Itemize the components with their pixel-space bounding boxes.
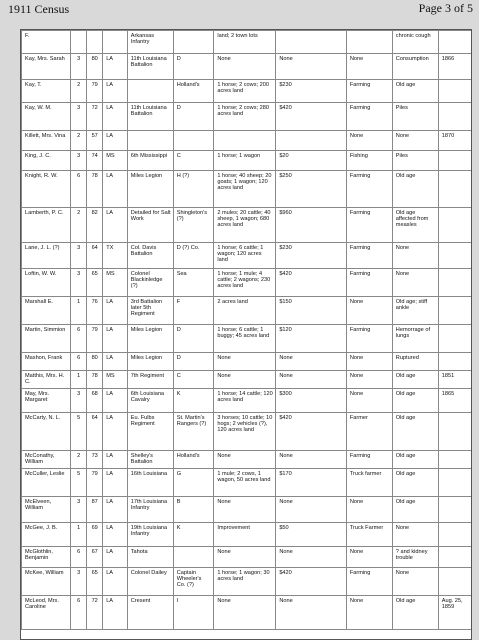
company-cell: C (173, 371, 214, 389)
age-cell: 64 (87, 413, 103, 451)
value-cell: None (276, 54, 347, 80)
occupation-cell: Farming (346, 451, 392, 469)
name-cell: Killett, Mrs. Vina (22, 131, 71, 151)
condition-cell: Old age (392, 469, 438, 497)
date-cell (438, 80, 472, 103)
company-cell: D (173, 103, 214, 131)
children-cell: 1 (71, 371, 87, 389)
name-cell: Lamberth, P. C. (22, 208, 71, 243)
age-cell: 69 (87, 523, 103, 547)
date-cell: 1870 (438, 131, 472, 151)
condition-cell: Old age; stiff ankle (392, 297, 438, 325)
age-cell: 73 (87, 451, 103, 469)
company-cell: K (173, 389, 214, 413)
date-cell (438, 297, 472, 325)
occupation-cell: Farming (346, 568, 392, 596)
property-cell: 1 horse; 1 mule; 4 cattle; 2 wagons; 230 acres land (214, 269, 276, 297)
company-cell: Sea (173, 269, 214, 297)
name-cell: McCarty, N. L. (22, 413, 71, 451)
occupation-cell: None (346, 371, 392, 389)
occupation-cell: None (346, 297, 392, 325)
table-row (22, 497, 473, 523)
name-cell: McGlothlin, Benjamin (22, 547, 71, 568)
table-row (22, 413, 473, 451)
condition-cell: Old age (392, 371, 438, 389)
children-cell: 6 (71, 353, 87, 371)
condition-cell: None (392, 131, 438, 151)
property-cell: 1 horse; 6 cattle; 1 buggy; 45 acres land (214, 325, 276, 353)
name-cell: Matthis, Mrs. H. C. (22, 371, 71, 389)
table-row (22, 171, 473, 208)
name-cell: Kay, T. (22, 80, 71, 103)
age-cell: 78 (87, 171, 103, 208)
age-cell: 67 (87, 547, 103, 568)
company-cell: St. Martin's Rangers (?) (173, 413, 214, 451)
table-row (22, 547, 473, 568)
value-cell: None (276, 596, 347, 630)
date-cell (438, 31, 472, 54)
table-row (22, 80, 473, 103)
value-cell: $170 (276, 469, 347, 497)
value-cell: $50 (276, 523, 347, 547)
value-cell: $420 (276, 568, 347, 596)
date-cell (438, 568, 472, 596)
value-cell: $20 (276, 151, 347, 171)
occupation-cell: Fishing (346, 151, 392, 171)
table-row (22, 451, 473, 469)
company-cell: B (173, 497, 214, 523)
name-cell: McKee, William (22, 568, 71, 596)
value-cell: $230 (276, 243, 347, 269)
property-cell: None (214, 54, 276, 80)
property-cell: land; 2 town lots (214, 31, 276, 54)
occupation-cell: Farming (346, 208, 392, 243)
condition-cell: None (392, 243, 438, 269)
children-cell: 2 (71, 80, 87, 103)
age-cell: 72 (87, 596, 103, 630)
company-cell: F (173, 297, 214, 325)
children-cell: 1 (71, 297, 87, 325)
children-cell: 2 (71, 451, 87, 469)
state-cell (103, 31, 128, 54)
property-cell: None (214, 497, 276, 523)
children-cell: 3 (71, 103, 87, 131)
company-cell: D (173, 325, 214, 353)
company-cell: H (?) (173, 171, 214, 208)
unit-cell: Colonel Blackinledge (?) (127, 269, 173, 297)
name-cell: Kay, W. M. (22, 103, 71, 131)
occupation-cell: None (346, 547, 392, 568)
age-cell (87, 31, 103, 54)
age-cell: 64 (87, 243, 103, 269)
date-cell (438, 451, 472, 469)
property-cell: 1 horse; 2 cows; 280 acres land (214, 103, 276, 131)
age-cell: 87 (87, 497, 103, 523)
occupation-cell: None (346, 54, 392, 80)
children-cell: 3 (71, 497, 87, 523)
value-cell: $420 (276, 413, 347, 451)
table-row (22, 208, 473, 243)
value-cell: $250 (276, 171, 347, 208)
condition-cell: Piles (392, 103, 438, 131)
condition-cell: Old age (392, 497, 438, 523)
age-cell: 79 (87, 325, 103, 353)
state-cell: LA (103, 131, 128, 151)
children-cell: 2 (71, 131, 87, 151)
unit-cell: 11th Louisiana Battalion (127, 54, 173, 80)
condition-cell: Old age (392, 413, 438, 451)
occupation-cell: None (346, 131, 392, 151)
state-cell: LA (103, 297, 128, 325)
state-cell: MS (103, 269, 128, 297)
name-cell: Marshall E. (22, 297, 71, 325)
condition-cell: Old age (392, 389, 438, 413)
occupation-cell: Farming (346, 171, 392, 208)
table-row (22, 151, 473, 171)
occupation-cell: Farming (346, 243, 392, 269)
age-cell: 72 (87, 103, 103, 131)
date-cell: 1866 (438, 54, 472, 80)
unit-cell: Shelley's Battalion (127, 451, 173, 469)
value-cell: None (276, 451, 347, 469)
occupation-cell: Farming (346, 80, 392, 103)
condition-cell: None (392, 269, 438, 297)
name-cell: Mashon, Frank (22, 353, 71, 371)
table-row (22, 269, 473, 297)
condition-cell: Ruptured (392, 353, 438, 371)
property-cell: None (214, 596, 276, 630)
company-cell: Holland's (173, 451, 214, 469)
name-cell: McElveen, William (22, 497, 71, 523)
children-cell (71, 31, 87, 54)
unit-cell (127, 131, 173, 151)
children-cell: 6 (71, 547, 87, 568)
age-cell: 57 (87, 131, 103, 151)
name-cell: McConathy, William (22, 451, 71, 469)
date-cell (438, 325, 472, 353)
property-cell: 2 acres land (214, 297, 276, 325)
age-cell: 65 (87, 269, 103, 297)
value-cell: $960 (276, 208, 347, 243)
table-row (22, 54, 473, 80)
property-cell: 1 horse; 2 cows; 200 acres land (214, 80, 276, 103)
table-row (22, 243, 473, 269)
date-cell (438, 171, 472, 208)
condition-cell: Old age (392, 171, 438, 208)
value-cell: $420 (276, 269, 347, 297)
company-cell: Captain Wheeler's Co. (?) (173, 568, 214, 596)
table-row (22, 469, 473, 497)
unit-cell: Miles Legion (127, 325, 173, 353)
state-cell: LA (103, 568, 128, 596)
table-row (22, 523, 473, 547)
company-cell: I (173, 596, 214, 630)
company-cell (173, 131, 214, 151)
company-cell (173, 31, 214, 54)
children-cell: 5 (71, 469, 87, 497)
occupation-cell: Farming (346, 325, 392, 353)
census-sheet (20, 29, 472, 640)
condition-cell: ? and kidney trouble (392, 547, 438, 568)
property-cell: 1 horse; 1 wagon (214, 151, 276, 171)
unit-cell: 11th Louisiana Battalion (127, 103, 173, 131)
company-cell: C (173, 151, 214, 171)
state-cell: LA (103, 353, 128, 371)
table-row (22, 353, 473, 371)
occupation-cell: None (346, 596, 392, 630)
children-cell: 2 (71, 208, 87, 243)
state-cell: LA (103, 547, 128, 568)
unit-cell: Arkansas Infantry (127, 31, 173, 54)
name-cell: McLeod, Mrs. Caroline (22, 596, 71, 630)
name-cell: Kay, Mrs. Sarah (22, 54, 71, 80)
age-cell: 65 (87, 568, 103, 596)
unit-cell: Miles Legion (127, 353, 173, 371)
census-title: 1911 Census (8, 2, 70, 16)
property-cell: Improvement (214, 523, 276, 547)
age-cell: 80 (87, 353, 103, 371)
unit-cell: 17th Louisiana Infantry (127, 497, 173, 523)
condition-cell: Old age (392, 80, 438, 103)
name-cell: McGee, J. B. (22, 523, 71, 547)
occupation-cell: Farming (346, 269, 392, 297)
state-cell: LA (103, 596, 128, 630)
date-cell: Aug. 25, 1859 (438, 596, 472, 630)
property-cell: 1 mule; 2 cows, 1 wagon, 50 acres land (214, 469, 276, 497)
children-cell: 3 (71, 54, 87, 80)
children-cell: 3 (71, 151, 87, 171)
condition-cell: chronic cough (392, 31, 438, 54)
property-cell: 1 horse; 6 cattle; 1 wagon; 120 acres land (214, 243, 276, 269)
name-cell: Lane, J. L. (?) (22, 243, 71, 269)
age-cell: 68 (87, 389, 103, 413)
state-cell: TX (103, 243, 128, 269)
table-row (22, 371, 473, 389)
condition-cell: None (392, 523, 438, 547)
occupation-cell: None (346, 497, 392, 523)
table-row (22, 131, 473, 151)
occupation-cell: None (346, 353, 392, 371)
table-row (22, 325, 473, 353)
value-cell (276, 31, 347, 54)
property-cell: 1 horse; 1 wagon; 30 acres land (214, 568, 276, 596)
unit-cell: 3rd Battalion later 5th Regiment (127, 297, 173, 325)
name-cell: Martin, Simmion (22, 325, 71, 353)
value-cell: $150 (276, 297, 347, 325)
condition-cell: Old age (392, 596, 438, 630)
date-cell (438, 547, 472, 568)
age-cell: 79 (87, 469, 103, 497)
value-cell: $230 (276, 80, 347, 103)
value-cell: $120 (276, 325, 347, 353)
age-cell: 79 (87, 80, 103, 103)
occupation-cell: Farming (346, 103, 392, 131)
date-cell: 1865 (438, 389, 472, 413)
table-row (22, 596, 473, 630)
state-cell: LA (103, 451, 128, 469)
occupation-cell: Truck farmer (346, 469, 392, 497)
name-cell: McCuller, Leslie (22, 469, 71, 497)
children-cell: 3 (71, 568, 87, 596)
condition-cell: Consumption (392, 54, 438, 80)
name-cell: King, J. C. (22, 151, 71, 171)
name-cell: Loftin, W. W. (22, 269, 71, 297)
unit-cell: Cresent (127, 596, 173, 630)
state-cell: LA (103, 413, 128, 451)
unit-cell: Eu. Fulbs Regiment (127, 413, 173, 451)
property-cell: 3 horses; 10 cattle; 10 hogs; 2 vehicles (?), 120 acres land (214, 413, 276, 451)
state-cell: LA (103, 103, 128, 131)
unit-cell: Miles Legion (127, 171, 173, 208)
state-cell: LA (103, 171, 128, 208)
table-row (22, 568, 473, 596)
age-cell: 80 (87, 54, 103, 80)
state-cell: LA (103, 80, 128, 103)
state-cell: LA (103, 208, 128, 243)
value-cell: $420 (276, 103, 347, 131)
children-cell: 3 (71, 269, 87, 297)
value-cell: None (276, 497, 347, 523)
unit-cell: 16th Louisiana (127, 469, 173, 497)
state-cell: LA (103, 523, 128, 547)
age-cell: 76 (87, 297, 103, 325)
age-cell: 74 (87, 151, 103, 171)
children-cell: 6 (71, 596, 87, 630)
name-cell: May, Mrs. Margaret (22, 389, 71, 413)
unit-cell: 19th Louisiana Infantry (127, 523, 173, 547)
condition-cell: Hemorrage of lungs (392, 325, 438, 353)
name-cell: Knight, R. W. (22, 171, 71, 208)
children-cell: 3 (71, 243, 87, 269)
property-cell: 1 horse; 40 sheep; 20 goats; 1 wagon; 120 acres land (214, 171, 276, 208)
company-cell: D (173, 353, 214, 371)
value-cell: None (276, 547, 347, 568)
state-cell: LA (103, 54, 128, 80)
children-cell: 3 (71, 389, 87, 413)
state-cell: MS (103, 371, 128, 389)
age-cell: 78 (87, 371, 103, 389)
property-cell (214, 131, 276, 151)
date-cell (438, 103, 472, 131)
children-cell: 6 (71, 171, 87, 208)
children-cell: 5 (71, 413, 87, 451)
date-cell (438, 208, 472, 243)
property-cell: None (214, 547, 276, 568)
table-row (22, 389, 473, 413)
unit-cell: Col. Davis Battalion (127, 243, 173, 269)
occupation-cell: Farmer (346, 413, 392, 451)
value-cell: None (276, 353, 347, 371)
value-cell (276, 131, 347, 151)
date-cell (438, 353, 472, 371)
occupation-cell: None (346, 389, 392, 413)
date-cell (438, 269, 472, 297)
value-cell: None (276, 371, 347, 389)
company-cell: G (173, 469, 214, 497)
property-cell: 2 mules; 20 cattle; 40 sheep, 1 wagon; 680 acres land (214, 208, 276, 243)
property-cell: 1 horse; 14 cattle; 120 acres land (214, 389, 276, 413)
unit-cell: 7th Regiment (127, 371, 173, 389)
company-cell: D (173, 54, 214, 80)
company-cell: Shingleton's (?) (173, 208, 214, 243)
date-cell (438, 243, 472, 269)
children-cell: 6 (71, 325, 87, 353)
date-cell (438, 151, 472, 171)
property-cell: None (214, 451, 276, 469)
table-row (22, 31, 473, 54)
children-cell: 1 (71, 523, 87, 547)
unit-cell (127, 80, 173, 103)
company-cell (173, 547, 214, 568)
state-cell: LA (103, 389, 128, 413)
table-row (22, 103, 473, 131)
date-cell: 1851 (438, 371, 472, 389)
census-table (21, 30, 472, 630)
property-cell: None (214, 353, 276, 371)
name-cell: F. (22, 31, 71, 54)
page-indicator: Page 3 of 5 (418, 1, 473, 15)
condition-cell: Old age affected from measles (392, 208, 438, 243)
condition-cell: Old age (392, 451, 438, 469)
company-cell: K (173, 523, 214, 547)
condition-cell: Piles (392, 151, 438, 171)
property-cell: None (214, 371, 276, 389)
table-row (22, 297, 473, 325)
date-cell (438, 497, 472, 523)
unit-cell: Colonel Dailey (127, 568, 173, 596)
value-cell: $300 (276, 389, 347, 413)
state-cell: LA (103, 497, 128, 523)
age-cell: 82 (87, 208, 103, 243)
occupation-cell (346, 31, 392, 54)
unit-cell: 6th Mississippi (127, 151, 173, 171)
unit-cell: Detailed for Salt Work (127, 208, 173, 243)
state-cell: MS (103, 151, 128, 171)
date-cell (438, 523, 472, 547)
company-cell: D (?) Co. (173, 243, 214, 269)
occupation-cell: Truck Farmer (346, 523, 392, 547)
state-cell: LA (103, 469, 128, 497)
condition-cell: None (392, 568, 438, 596)
unit-cell: Tahota (127, 547, 173, 568)
unit-cell: 6th Louisiana Cavalry (127, 389, 173, 413)
state-cell: LA (103, 325, 128, 353)
company-cell: Holland's (173, 80, 214, 103)
date-cell (438, 413, 472, 451)
date-cell (438, 469, 472, 497)
